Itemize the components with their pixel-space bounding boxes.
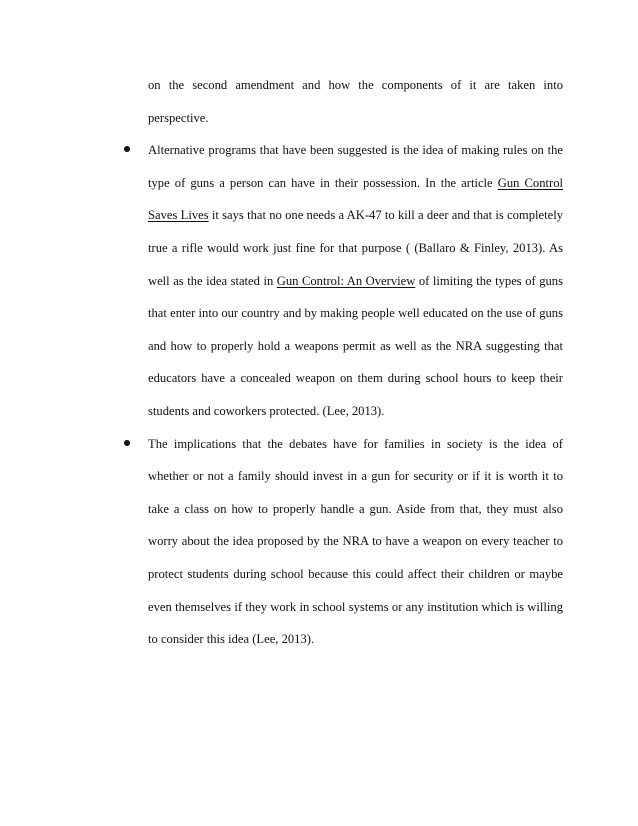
text-line: students and coworkers protected. (Lee, 2013). bbox=[148, 403, 385, 418]
text-line: take a class on how to properly handle a gun. Aside from that, they must also bbox=[148, 501, 563, 516]
text-line: perspective. bbox=[148, 110, 209, 125]
text-line: well as the idea stated in Gun Control: An Overview of limiting the types of guns bbox=[148, 273, 563, 288]
text-line: whether or not a family should invest in a gun for security or if it is worth it to bbox=[148, 469, 563, 484]
text-line: educators have a concealed weapon on them during school hours to keep their bbox=[148, 371, 563, 386]
article-title-saves-lives: Saves Lives bbox=[148, 208, 209, 223]
bullet-icon bbox=[124, 146, 130, 152]
continuation-paragraph bbox=[148, 69, 563, 134]
text-line: and how to properly hold a weapons permit as well as the NRA suggesting that bbox=[148, 338, 563, 353]
document-body bbox=[148, 69, 563, 656]
text-line: protect students during school because this could affect their children or maybe bbox=[148, 566, 563, 581]
text-line: Saves Lives it says that no one needs a AK-47 to kill a deer and that is completely bbox=[148, 208, 563, 223]
text-line: The implications that the debates have for families in society is the idea of bbox=[148, 436, 563, 451]
text-line: worry about the idea proposed by the NRA to have a weapon on every teacher to bbox=[148, 534, 563, 549]
bullet-icon bbox=[124, 440, 130, 446]
text-line: even themselves if they work in school systems or any institution which is willing bbox=[148, 599, 563, 614]
article-title-gun-control: Gun Control bbox=[497, 175, 563, 190]
text-line: to consider this idea (Lee, 2013). bbox=[148, 632, 315, 647]
article-title-gun-control-overview: Gun Control: An Overview bbox=[276, 273, 416, 288]
text-line: type of guns a person can have in their possession. In the article Gun Control bbox=[148, 175, 563, 190]
text-line: true a rifle would work just fine for that purpose ( (Ballaro & Finley, 2013). As bbox=[148, 240, 563, 255]
bullet-item-implications bbox=[148, 428, 563, 656]
bullet-item-alternative-programs bbox=[148, 134, 563, 427]
text-line: Alternative programs that have been suggested is the idea of making rules on the bbox=[148, 143, 563, 158]
text-line: on the second amendment and how the components of it are taken into bbox=[148, 78, 563, 92]
text-line: that enter into our country and by making people well educated on the use of guns bbox=[148, 306, 563, 321]
